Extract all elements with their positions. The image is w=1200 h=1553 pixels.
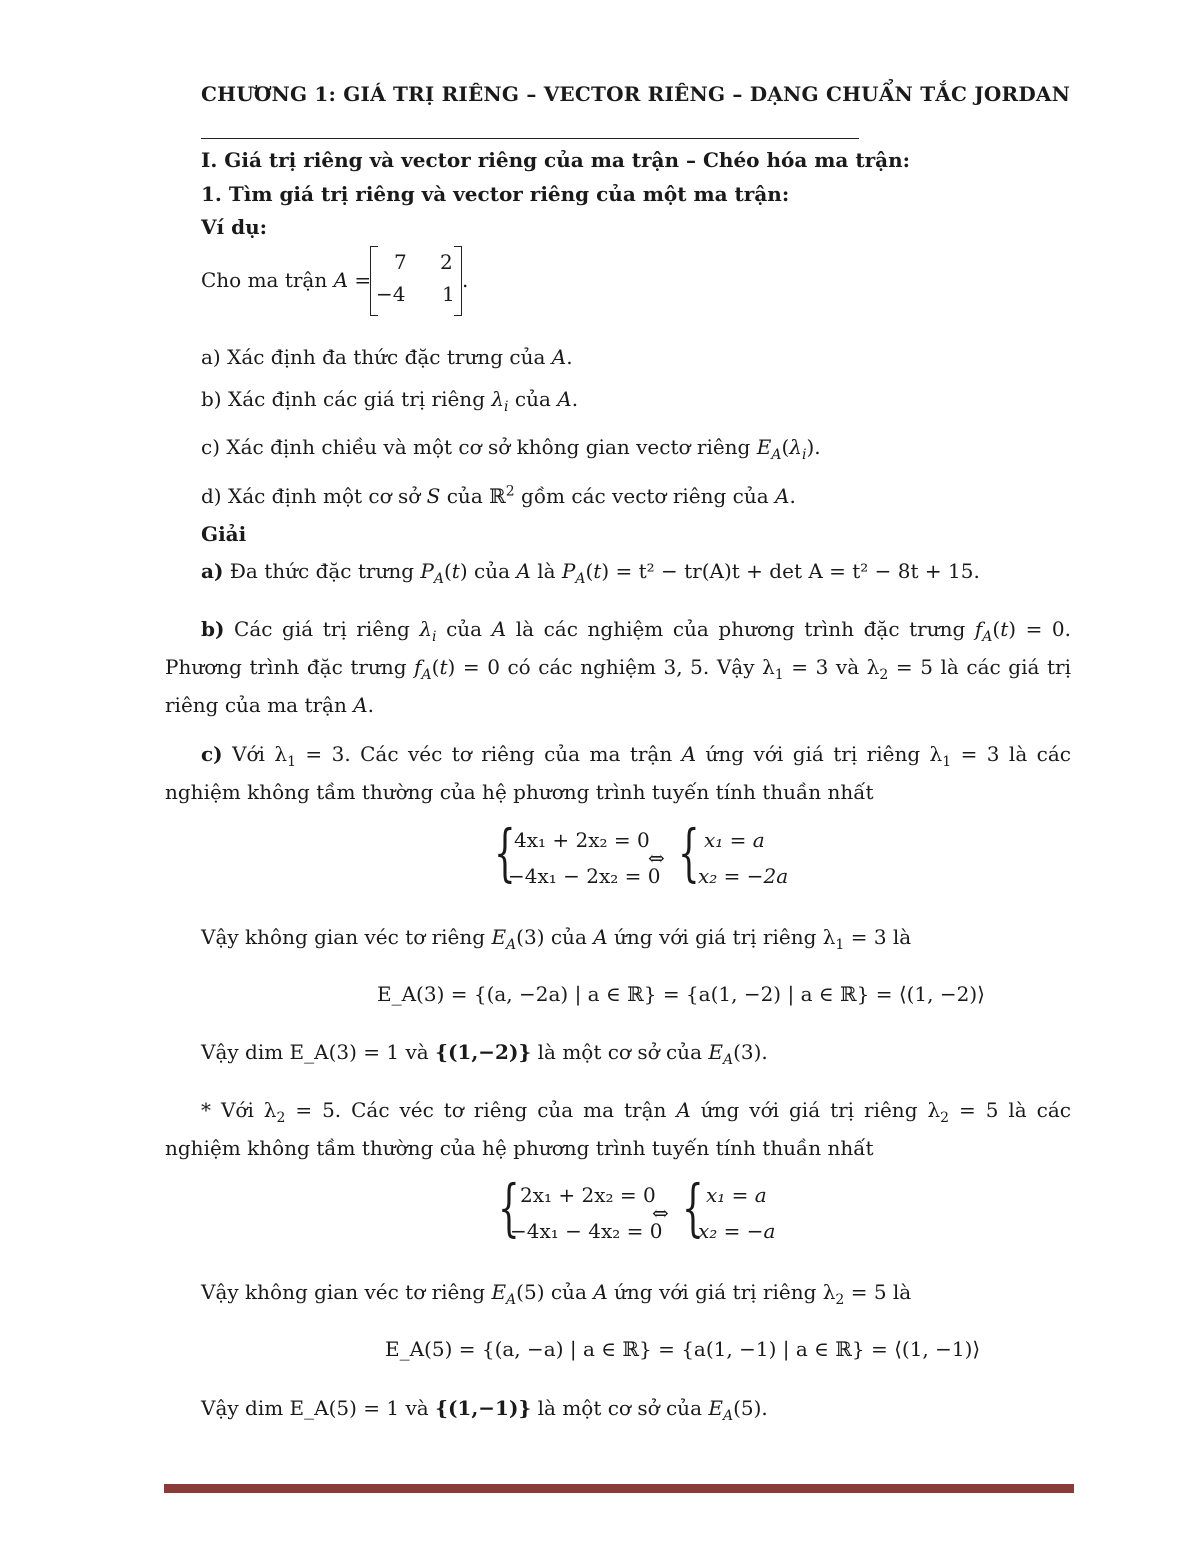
eigenspace-2-formula: E_A(5) = {(a, −a) | a ∈ ℝ} = {a(1, −1) | a ∈ ℝ} = ⟨(1, −1)⟩ (385, 1337, 981, 1361)
solution-b: b) Các giá trị riêng $\lambda_i$ của A là các nghiệm của phương trình đặc trưng $f_A(t) = 0$. Phương trình đặc trưng $f_A(t) = 0$ có các nghiệm 3, 5. Vậy $\lambda_1 = 3$ và $\lambda_2 = 5$ là các giá trị riêng của ma trận A. (165, 617, 1072, 717)
system-equation: −4x₁ − 4x₂ = 0 (510, 1219, 663, 1243)
matrix-cell: 7 (394, 250, 407, 274)
chapter-title: CHƯƠNG 1: GIÁ TRỊ RIÊNG – VECTOR RIÊNG – DẠNG CHUẨN TẮC JORDAN (201, 82, 1071, 106)
matrix-intro: Cho ma trận A = (201, 268, 372, 292)
equation-system-2: { 2x₁ + 2x₂ = 0 −4x₁ − 4x₂ = 0 ⇔ { x₁ = a x₂ = −a (498, 1171, 776, 1244)
dimension-2: Vậy dim E_A(5) = 1 và {(1,−1)} là một cơ sở của $E_A(5)$. (201, 1396, 768, 1424)
task-d: d) Xác định một cơ sở S của ℝ$^2$ gồm các vectơ riêng của A. (201, 483, 796, 508)
matrix-cell: 1 (442, 282, 455, 306)
system-equation: x₂ = −a (698, 1219, 776, 1243)
system-equation: 4x₁ + 2x₂ = 0 (514, 828, 650, 852)
system-equation: −4x₁ − 2x₂ = 0 (508, 864, 661, 888)
solution-star: * Với $\lambda_2 = 5$. Các véc tơ riêng của ma trận A ứng với giá trị riêng $\lambda_2 = 5$ là các nghiệm không tầm thường của hệ phương trình tuyến tính thuần nhất (165, 1098, 1072, 1160)
eigenspace-1-text: Vậy không gian véc tơ riêng $E_A(3)$ của A ứng với giá trị riêng $\lambda_1 = 3$ là (201, 925, 912, 953)
example-label: Ví dụ: (201, 215, 267, 239)
task-a: a) Xác định đa thức đặc trưng của A. (201, 345, 573, 369)
section-heading-1: I. Giá trị riêng và vector riêng của ma trận – Chéo hóa ma trận: (201, 148, 911, 172)
dimension-1: Vậy dim E_A(3) = 1 và {(1,−2)} là một cơ sở của $E_A(3)$. (201, 1040, 768, 1068)
eigenspace-1-formula: E_A(3) = {(a, −2a) | a ∈ ℝ} = {a(1, −2) | a ∈ ℝ} = ⟨(1, −2)⟩ (377, 982, 985, 1006)
system-equation: x₁ = a (704, 828, 765, 852)
title-rule (201, 138, 859, 139)
equation-system-1: { 4x₁ + 2x₂ = 0 −4x₁ − 2x₂ = 0 ⇔ { x₁ = a x₂ = −2a (494, 816, 789, 889)
task-b: b) Xác định các giá trị riêng $\lambda_i$ của A. (201, 387, 579, 415)
system-equation: 2x₁ + 2x₂ = 0 (520, 1183, 656, 1207)
system-equation: x₁ = a (706, 1183, 767, 1207)
solution-a: a) Đa thức đặc trưng $P_A(t)$ của A là $P_A(t) = t^2 - tr(A)t + \det A = t^2 - 8t + 15$. (201, 559, 980, 587)
footer-rule (164, 1484, 1074, 1493)
matrix-right-bracket (454, 246, 462, 316)
task-c: c) Xác định chiều và một cơ sở không gian vectơ riêng $E_A(\lambda_i)$. (201, 435, 821, 463)
solution-label: Giải (201, 522, 247, 546)
matrix-A (370, 246, 462, 316)
matrix-cell: 2 (440, 250, 453, 274)
eigenspace-2-text: Vậy không gian véc tơ riêng $E_A(5)$ của A ứng với giá trị riêng $\lambda_2 = 5$ là (201, 1280, 912, 1308)
matrix-cell: −4 (376, 282, 406, 306)
system-equation: x₂ = −2a (698, 864, 789, 888)
solution-c: c) Với $\lambda_1 = 3$. Các véc tơ riêng của ma trận A ứng với giá trị riêng $\lambda_1 = 3$ là các nghiệm không tầm thường của hệ phương trình tuyến tính thuần nhất (165, 742, 1071, 804)
subsection-heading-1: 1. Tìm giá trị riêng và vector riêng của một ma trận: (201, 182, 790, 206)
